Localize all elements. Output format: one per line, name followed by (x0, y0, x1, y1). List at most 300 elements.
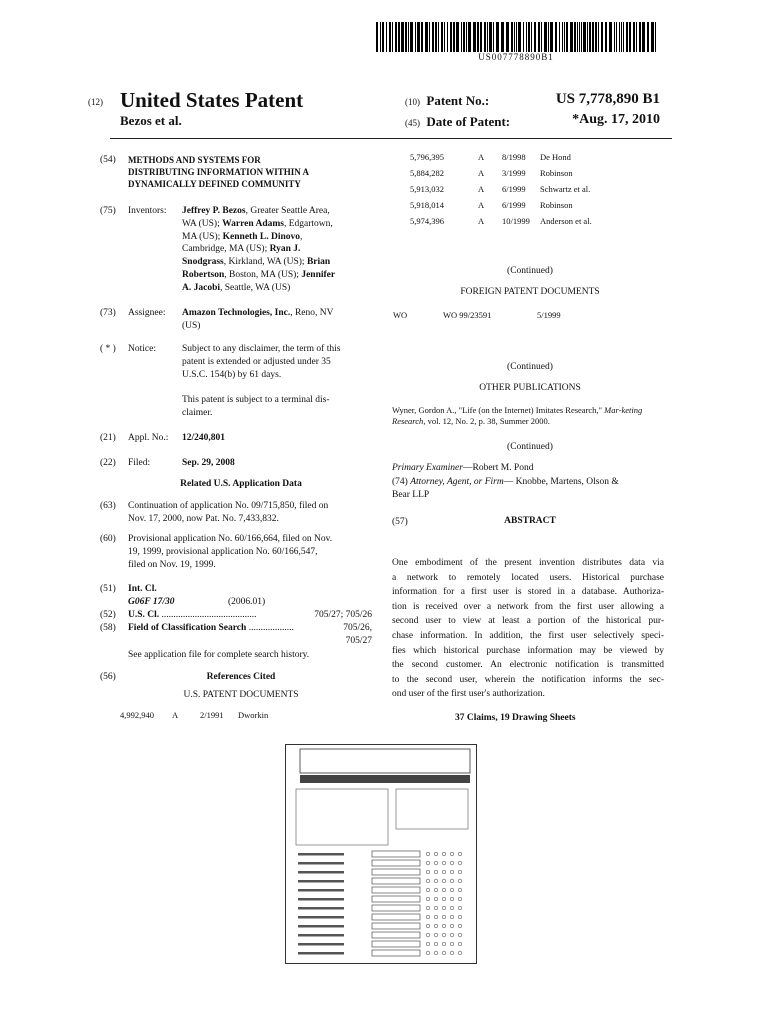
inventors-label: Inventors: (128, 206, 167, 216)
barcode-bar (514, 22, 515, 52)
drawing-radio (458, 933, 462, 937)
invention-title-line: DYNAMICALLY DEFINED COMMUNITY (128, 179, 301, 190)
foreign-doc-row (393, 310, 663, 326)
us-doc-date: 6/1999 (502, 184, 526, 194)
drawing-radio (426, 942, 430, 946)
drawing-radio (426, 861, 430, 865)
barcode-bar (450, 22, 452, 52)
drawing-row-label (298, 889, 344, 892)
barcode-bar (441, 22, 443, 52)
drawing-row-box (372, 896, 420, 902)
barcode-bar (566, 22, 568, 52)
drawing-radio (434, 906, 438, 910)
barcode-bar (526, 22, 527, 52)
barcode-bar (453, 22, 455, 52)
drawing-radio (434, 933, 438, 937)
inventor-name: Jennifer (301, 270, 336, 281)
barcode-bar (555, 22, 557, 52)
inventor-location: , (300, 231, 303, 242)
barcode-bar (633, 22, 635, 52)
us-doc-date: 2/1991 (200, 710, 224, 720)
other-publication-journal: Mar-keting Research (392, 405, 643, 427)
drawing-radio (458, 915, 462, 919)
patent-date-code: (45) (405, 118, 420, 128)
inventor-name: Warren Adams (222, 218, 284, 229)
drawing-radio (434, 870, 438, 874)
assignee-label: Assignee: (128, 308, 166, 318)
field-search-value: 705/26, (343, 623, 372, 633)
barcode-bar (401, 22, 404, 52)
barcode-bar (489, 22, 492, 52)
foreign-doc-number: WO 99/23591 (443, 310, 492, 320)
foreign-doc-date: 5/1999 (537, 310, 561, 320)
drawing-radio (450, 906, 454, 910)
inventor-location: , Greater Seattle Area, (245, 206, 330, 216)
patent-number-block (405, 92, 489, 110)
drawing-row-label (298, 943, 344, 946)
us-doc-row (410, 184, 660, 200)
inventor-location: , Seattle, WA (US) (220, 282, 291, 293)
uscl-code: (52) (100, 610, 116, 620)
barcode-bar (477, 22, 479, 52)
inventor-location: WA (US); (182, 218, 223, 229)
drawing-radio (450, 870, 454, 874)
us-doc-row (410, 216, 660, 232)
other-publication-entry (392, 405, 662, 428)
assignee-country: (US) (182, 320, 201, 331)
barcode-bar (425, 22, 428, 52)
us-doc-number: 4,992,940 (120, 710, 154, 720)
attorney-value: — Knobbe, Martens, Olson & (503, 477, 619, 487)
patent-number-code: (10) (405, 97, 420, 107)
drawing-radio (442, 861, 446, 865)
barcode-bar (544, 22, 547, 52)
notice-line: Subject to any disclaimer, the term of this (182, 344, 341, 354)
drawing-radio (434, 924, 438, 928)
barcode-bar (432, 22, 434, 52)
barcode-bar (408, 22, 409, 52)
appl-code: (21) (100, 433, 116, 443)
inventor-location: , Edgartown, (283, 218, 333, 229)
us-doc-date: 6/1999 (502, 200, 526, 210)
us-doc-name: De Hond (540, 152, 571, 162)
drawing-radio (450, 879, 454, 883)
primary-examiner (392, 462, 664, 475)
drawing-radio (450, 861, 454, 865)
filed-value: Sep. 29, 2008 (182, 458, 235, 468)
intcl-code: (51) (100, 584, 116, 594)
barcode-bar (523, 22, 524, 52)
drawing-radio (434, 951, 438, 955)
continuation-text (128, 500, 373, 526)
barcode-bar (429, 22, 430, 52)
drawing-radio (458, 942, 462, 946)
drawing-radio (458, 906, 462, 910)
notice-label: Notice: (128, 344, 156, 354)
kind-code-12: (12) (88, 97, 103, 107)
drawing-radio (442, 897, 446, 901)
barcode-bar (487, 22, 488, 52)
field-search-value-2: 705/27 (345, 636, 372, 646)
barcode-bar (466, 22, 467, 52)
patent-number-value: US 7,778,890 B1 (555, 91, 660, 107)
abstract-line: One embodiment of the present invention distributes data via (392, 558, 664, 568)
inventor-name: Kenneth L. Dinovo (222, 231, 300, 242)
us-doc-number: 5,796,395 (410, 152, 444, 162)
drawing-radio (426, 870, 430, 874)
us-doc-row (410, 168, 660, 184)
barcode-bar (417, 22, 420, 52)
barcode-bar (493, 22, 494, 52)
drawing-row-label (298, 880, 344, 883)
attorney-agent (392, 476, 664, 502)
inventor-location: MA (US); (182, 231, 223, 242)
barcode-bar (496, 22, 499, 52)
barcode-bar (583, 22, 586, 52)
us-doc-number: 5,974,396 (410, 216, 444, 226)
us-doc-kind: A (478, 152, 485, 162)
abstract-line: to the second user, wherein the notification informs the sec- (392, 674, 664, 685)
claims-count: 37 Claims, 19 Drawing Sheets (455, 713, 576, 723)
terminal-disclaimer-text (182, 394, 370, 420)
drawing-row-label (298, 934, 344, 937)
assignee-code: (73) (100, 308, 116, 318)
field-search-code: (58) (100, 623, 116, 633)
uscl-value: 705/27; 705/26 (290, 609, 372, 622)
barcode-bar (528, 22, 530, 52)
drawing-radio (450, 933, 454, 937)
drawing-radio (434, 897, 438, 901)
inventors-list (182, 205, 372, 295)
inventor-name: Ryan J. (269, 244, 301, 255)
barcode-bar (574, 22, 576, 52)
barcode-bar (642, 22, 645, 52)
drawing-radio (458, 924, 462, 928)
barcode-bar (587, 22, 588, 52)
barcode-bar (598, 22, 599, 52)
us-doc-kind: A (478, 168, 485, 178)
drawing-radio (458, 870, 462, 874)
intcl-class: G06F 17/30 (128, 597, 175, 607)
provisional-line: filed on Nov. 19, 1999. (128, 559, 216, 570)
drawing-row-label (298, 916, 344, 919)
drawing-row-box (372, 851, 420, 857)
barcode-bar (581, 22, 582, 52)
barcode-bar (518, 22, 521, 52)
us-doc-row (410, 152, 660, 168)
us-doc-row (120, 710, 370, 726)
drawing-radio (442, 951, 446, 955)
primary-examiner-value: —Robert M. Pond (462, 463, 534, 473)
drawing-row-label (298, 898, 344, 901)
drawing-radio (434, 852, 438, 856)
inventor-name: Snodgrass (182, 257, 224, 268)
barcode-bar (655, 22, 656, 52)
barcode-bar (647, 22, 649, 52)
drawing-row-label (298, 871, 344, 874)
field-search-note: See application file for complete search history. (128, 650, 310, 660)
continuation-code: (63) (100, 501, 116, 511)
abstract-line: a network to remotely located users. Historical purchase (392, 572, 664, 583)
us-doc-kind: A (172, 710, 179, 720)
foreign-doc-country: WO (393, 310, 408, 320)
inventor-location: , Kirkland, WA (US); (223, 257, 307, 268)
field-search-row (128, 622, 338, 635)
us-doc-date: 10/1999 (502, 216, 530, 226)
us-doc-kind: A (478, 200, 485, 210)
inventor-name: A. Jacobi (182, 282, 220, 293)
barcode-bar (541, 22, 542, 52)
continuation-line: Nov. 17, 2000, now Pat. No. 7,433,832. (128, 513, 279, 524)
drawing-row-box (372, 887, 420, 893)
drawing-radio (434, 879, 438, 883)
barcode-bar (651, 22, 654, 52)
assignee-location: , Reno, NV (290, 308, 334, 318)
invention-title (128, 154, 368, 190)
barcode-bar (468, 22, 471, 52)
notice-code: ( * ) (100, 344, 116, 354)
drawing-radio (426, 951, 430, 955)
barcode-bar (538, 22, 540, 52)
drawing-row-box (372, 932, 420, 938)
drawing-radio (426, 933, 430, 937)
patent-title-heading: United States Patent (120, 88, 304, 112)
barcode-bar (461, 22, 462, 52)
representative-drawing (285, 744, 477, 964)
drawing-radio (442, 933, 446, 937)
drawing-row-box (372, 950, 420, 956)
barcode-bar (473, 22, 476, 52)
notice-text (182, 343, 370, 381)
other-publications-heading: OTHER PUBLICATIONS (479, 383, 581, 393)
uscl-label: U.S. Cl. (128, 610, 160, 620)
barcode-bar (623, 22, 624, 52)
filed-code: (22) (100, 458, 116, 468)
us-doc-kind: A (478, 184, 485, 194)
us-refs-continued-list (410, 152, 660, 232)
drawing-radio (426, 888, 430, 892)
drawing-radio (458, 879, 462, 883)
barcode-bar (405, 22, 407, 52)
barcode-bar (444, 22, 445, 52)
drawing-row-box (372, 914, 420, 920)
barcode-bar (511, 22, 513, 52)
intcl-year: (2006.01) (228, 597, 266, 607)
barcode-bar (564, 22, 565, 52)
drawing-radio (426, 915, 430, 919)
abstract-line: information for a first user is stored in a database. Authoriza- (392, 587, 664, 598)
us-patent-docs-heading: U.S. PATENT DOCUMENTS (183, 690, 299, 700)
barcode-bar (562, 22, 563, 52)
abstract-line: tion is received over a network from the first user allowing a (392, 601, 664, 612)
drawing-radio (434, 915, 438, 919)
barcode-bar (484, 22, 486, 52)
primary-examiner-label: Primary Examiner (392, 463, 463, 473)
drawing-radio (442, 906, 446, 910)
barcode-bar (548, 22, 549, 52)
patent-number-label: Patent No.: (426, 93, 490, 108)
drawing-radio (450, 888, 454, 892)
title-code: (54) (100, 155, 116, 165)
continued-label-3: (Continued) (507, 442, 553, 452)
barcode-bar (421, 22, 423, 52)
drawing-radio (458, 888, 462, 892)
drawing-radio (450, 924, 454, 928)
barcode-bar (639, 22, 641, 52)
drawing-row-label (298, 925, 344, 928)
drawing-row-label (298, 862, 344, 865)
barcode-bar (516, 22, 517, 52)
drawing-radio (450, 951, 454, 955)
barcode-bar (601, 22, 603, 52)
inventor-location: , Boston, MA (US); (224, 270, 302, 281)
barcode-bar (616, 22, 617, 52)
barcode-bar (629, 22, 631, 52)
drawing-radio (426, 924, 430, 928)
attorney-label: Attorney, Agent, or Firm (410, 477, 504, 487)
drawing-radio (450, 897, 454, 901)
barcode-bar (501, 22, 504, 52)
barcode-bar (579, 22, 580, 52)
drawing-radio (426, 897, 430, 901)
inventor-name: Jeffrey P. Bezos (182, 206, 246, 216)
attorney-code: (74) (392, 477, 408, 487)
abstract-line: second user to view at least a portion of the historical pur- (392, 616, 664, 627)
barcode-bar (506, 22, 509, 52)
continued-label-1: (Continued) (507, 266, 553, 276)
drawing-radio (442, 852, 446, 856)
appl-label: Appl. No.: (128, 433, 169, 443)
notice-line: U.S.C. 154(b) by 61 days. (182, 369, 282, 380)
barcode-bar (609, 22, 612, 52)
references-code: (56) (100, 672, 116, 682)
barcode-bar (410, 22, 413, 52)
barcode-bar (605, 22, 607, 52)
abstract-line: ond user of the first user's authorization. (392, 689, 545, 700)
barcode-bar (619, 22, 620, 52)
notice-line: This patent is subject to a terminal dis- (182, 395, 330, 405)
drawing-radio (458, 897, 462, 901)
inventor-location: Cambridge, MA (US); (182, 244, 270, 255)
barcode-bar (435, 22, 437, 52)
other-publication-text: Wyner, Gordon A., "Life (on the Internet) Imitates Research," (392, 405, 605, 415)
us-doc-name: Robinson (540, 200, 573, 210)
provisional-text (128, 533, 373, 571)
drawing-radio (426, 852, 430, 856)
barcode-bar (595, 22, 597, 52)
barcode-bar (380, 22, 381, 52)
abstract-body (392, 556, 664, 702)
abstract-line: the second customer. An electronic notification is transmitted (392, 660, 664, 671)
barcode-bar (463, 22, 465, 52)
drawing-radio (450, 852, 454, 856)
drawing-row-box (372, 923, 420, 929)
drawing-radio (442, 888, 446, 892)
drawing-form-rows (298, 851, 462, 956)
patent-authors: Bezos et al. (120, 113, 182, 128)
barcode-bar (392, 22, 393, 52)
drawing-radio (434, 942, 438, 946)
us-doc-kind: A (478, 216, 485, 226)
drawing-radio (458, 951, 462, 955)
barcode-bar (559, 22, 560, 52)
other-publication-text: , vol. 12, No. 2, p. 38, Summer 2000. (423, 416, 550, 427)
us-doc-number: 5,913,032 (410, 184, 444, 194)
abstract-line: chase information. In addition, the first user selectively speci- (392, 630, 664, 641)
abstract-heading: ABSTRACT (504, 516, 556, 526)
provisional-code: (60) (100, 534, 116, 544)
us-doc-date: 3/1999 (502, 168, 526, 178)
drawing-radio (442, 870, 446, 874)
notice-line: patent is extended or adjusted under 35 (182, 356, 331, 367)
invention-title-line: DISTRIBUTING INFORMATION WITHIN A (128, 167, 309, 178)
drawing-row-label (298, 907, 344, 910)
us-doc-name: Schwartz et al. (540, 184, 591, 194)
us-doc-number: 5,884,282 (410, 168, 444, 178)
us-doc-date: 8/1998 (502, 152, 526, 162)
barcode-bar (389, 22, 391, 52)
barcode-bar (438, 22, 439, 52)
barcode-bar (456, 22, 459, 52)
drawing-row-label (298, 853, 344, 856)
drawing-radio (442, 915, 446, 919)
drawing-radio (442, 879, 446, 883)
provisional-line: 19, 1999, provisional application No. 60/166,547, (128, 546, 318, 557)
barcode-bar (415, 22, 416, 52)
barcode-bar (531, 22, 532, 52)
field-search-label: Field of Classification Search (128, 623, 247, 633)
barcode-image (376, 22, 656, 52)
appl-value: 12/240,801 (182, 433, 226, 443)
patent-date-label: Date of Patent: (426, 114, 511, 129)
barcode-bar (447, 22, 448, 52)
attorney-value-2: Bear LLP (392, 489, 430, 500)
assignee-value (182, 307, 372, 333)
barcode-number: US007778890B1 (478, 52, 554, 62)
drawing-radio (426, 879, 430, 883)
barcode-bar (570, 22, 573, 52)
header-rule (110, 138, 672, 139)
intcl-label: Int. Cl. (128, 584, 157, 594)
patent-date-block (405, 113, 510, 131)
drawing-radio (442, 924, 446, 928)
patent-date-value: *Aug. 17, 2010 (572, 112, 660, 127)
us-doc-name: Anderson et al. (540, 216, 592, 226)
barcode-bar (534, 22, 536, 52)
drawing-row-box (372, 878, 420, 884)
us-doc-name: Dworkin (238, 710, 269, 720)
us-doc-name: Robinson (540, 168, 573, 178)
inventor-name: Robertson (182, 270, 225, 281)
barcode-bar (589, 22, 591, 52)
drawing-radio (426, 906, 430, 910)
continuation-line: Continuation of application No. 09/715,850, filed on (128, 501, 329, 511)
drawing-row-box (372, 941, 420, 947)
field-search-dots: ................... (246, 623, 294, 633)
barcode-bar (621, 22, 622, 52)
drawing-radio (458, 861, 462, 865)
drawing-radio (450, 942, 454, 946)
barcode-bar (626, 22, 628, 52)
drawing-row-box (372, 905, 420, 911)
barcode-bar (480, 22, 482, 52)
provisional-line: Provisional application No. 60/166,664, filed on Nov. (128, 534, 333, 544)
drawing-radio (434, 861, 438, 865)
continued-label-2: (Continued) (507, 362, 553, 372)
drawing-radio (442, 942, 446, 946)
filed-label: Filed: (128, 458, 151, 468)
barcode-bar (550, 22, 553, 52)
